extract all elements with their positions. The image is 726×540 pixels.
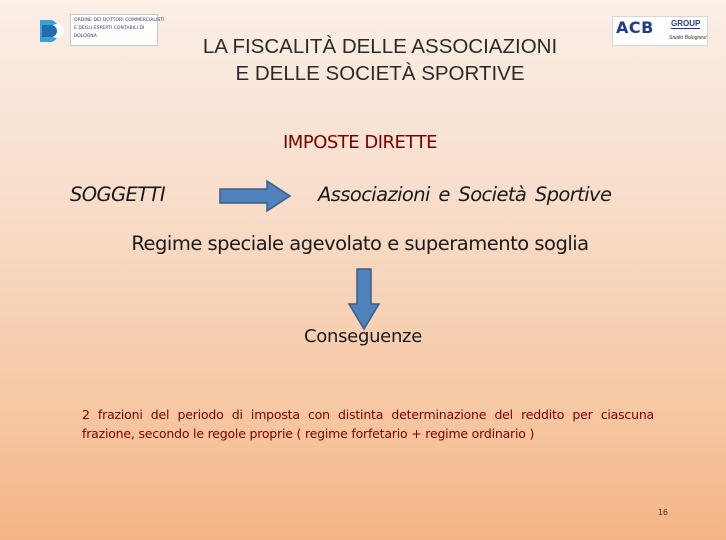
logo-line-3: BOLOGNA (74, 34, 97, 39)
section-heading: IMPOSTE DIRETTE (283, 132, 437, 153)
arrow-right-icon (219, 180, 291, 212)
regime-statement: Regime speciale agevolato e superamento soglia (131, 232, 589, 255)
logo-line-2: E DEGLI ESPERTI CONTABILI DI (74, 26, 145, 31)
page-number: 16 (657, 508, 668, 517)
soggetti-value: Associazioni e Società Sportive (318, 183, 612, 206)
soggetti-label: SOGGETTI (70, 183, 166, 206)
logo-line-1: ORDINE DEI DOTTORI COMMERCIALISTI (74, 18, 165, 23)
title-line-1: LA FISCALITÀ DELLE ASSOCIAZIONI (202, 35, 558, 58)
title-line-2: E DELLE SOCIETÀ SPORTIVE (235, 62, 525, 85)
group-logo-text: GROUP (671, 19, 701, 28)
studio-logo-text: Studio Bolognesi (669, 35, 707, 41)
acb-logo-text: ACB (616, 18, 654, 37)
slide-title (100, 33, 660, 87)
logo-mark-icon (38, 16, 70, 46)
body-paragraph: 2 frazioni del periodo di imposta con distinta determinazione del reddito per ciascuna frazione, secondo le regole proprie ( regime forfetario + regime ordinario ) (82, 407, 654, 441)
conseguenze-label: Conseguenze (304, 326, 422, 347)
arrow-down-icon (348, 268, 380, 330)
